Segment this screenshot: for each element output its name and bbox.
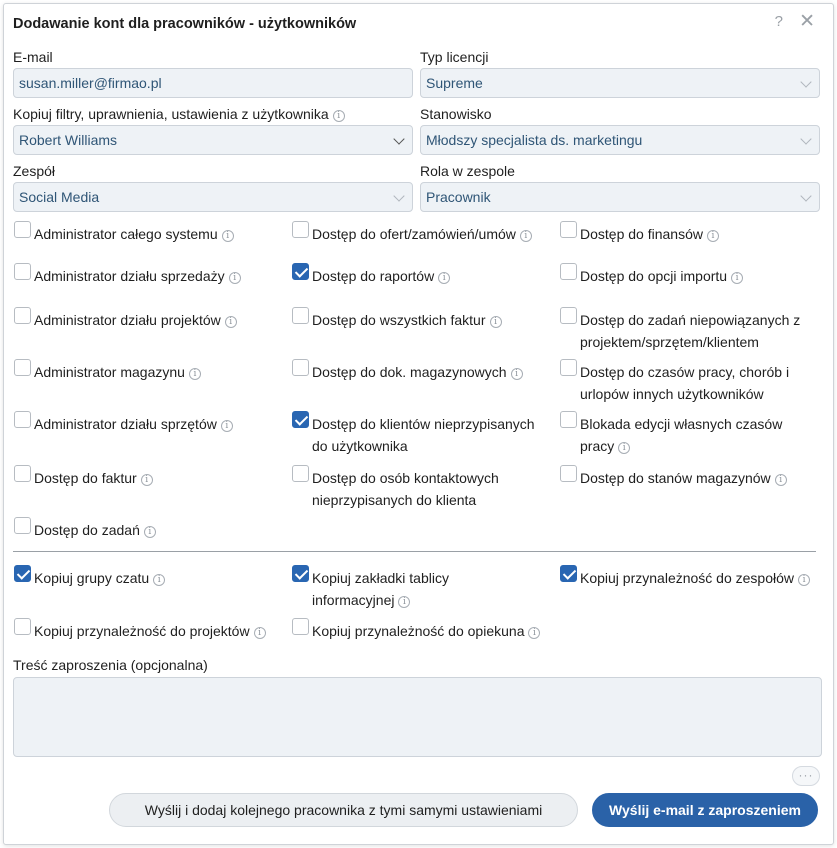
- chevron-down-icon: [800, 133, 811, 144]
- checkbox[interactable]: [14, 359, 31, 376]
- checkbox[interactable]: [560, 411, 577, 428]
- chevron-down-icon: [800, 190, 811, 201]
- permissions-label: Dostęp do osób kontaktowych nieprzypisanych do klienta: [312, 470, 499, 508]
- permissions-label: Administrator magazynu i: [14, 361, 201, 383]
- permissions-label: Dostęp do zadań niepowiązanych z projektem/sprzętem/klientem: [580, 312, 801, 350]
- checkbox-checked[interactable]: [292, 263, 309, 280]
- permissions-label: Administrator całego systemu i: [14, 223, 234, 245]
- copy_options-label: Kopiuj przynależność do opiekuna i: [292, 620, 540, 642]
- permissions-checkbox-row[interactable]: [560, 467, 787, 489]
- copy_options-checkbox-row[interactable]: [560, 567, 810, 589]
- chevron-down-icon: [393, 133, 404, 144]
- checkbox[interactable]: [14, 618, 31, 635]
- checkbox[interactable]: [14, 465, 31, 482]
- copy_options-checkbox-row[interactable]: [14, 567, 165, 589]
- position-select[interactable]: [420, 125, 820, 155]
- info-icon[interactable]: i: [618, 442, 630, 454]
- permissions-checkbox-row[interactable]: [292, 467, 499, 511]
- permissions-checkbox-row[interactable]: [560, 413, 782, 457]
- permissions-checkbox-row[interactable]: [14, 413, 233, 435]
- permissions-label: Dostęp do czasów pracy, chorób i urlopów innych użytkowników: [580, 364, 790, 402]
- send-invitation-button[interactable]: Wyślij e-mail z zaproszeniem: [592, 793, 818, 827]
- copy_options-label: Kopiuj zakładki tablicy informacyjnej i: [312, 570, 449, 608]
- checkbox[interactable]: [292, 221, 309, 238]
- permissions-checkbox-row[interactable]: [14, 361, 201, 383]
- email-value: susan.miller@firmao.pl: [19, 75, 162, 91]
- license-type-label: Typ licencji: [420, 49, 489, 65]
- close-icon[interactable]: ✕: [799, 11, 815, 32]
- team-role-select[interactable]: [420, 182, 820, 212]
- team-role-label: Rola w zespole: [420, 163, 515, 179]
- info-icon[interactable]: i: [144, 526, 156, 538]
- info-icon[interactable]: i: [153, 574, 165, 586]
- permissions-checkbox-row[interactable]: [560, 361, 789, 405]
- info-icon[interactable]: i: [798, 574, 810, 586]
- invitation-label: Treść zaproszenia (opcjonalna): [13, 657, 208, 673]
- copy_options-label: Kopiuj przynależność do zespołów i: [560, 567, 810, 589]
- info-icon[interactable]: i: [398, 596, 410, 608]
- email-field[interactable]: [13, 68, 413, 98]
- section-divider: [13, 551, 816, 552]
- info-icon[interactable]: i: [707, 230, 719, 242]
- checkbox[interactable]: [292, 307, 309, 324]
- permissions-checkbox-row[interactable]: [292, 309, 502, 331]
- info-icon[interactable]: i: [511, 368, 523, 380]
- permissions-checkbox-row[interactable]: [560, 223, 719, 245]
- checkbox[interactable]: [560, 221, 577, 238]
- copy_options-checkbox-row[interactable]: [292, 567, 449, 611]
- checkbox[interactable]: [292, 618, 309, 635]
- info-icon[interactable]: i: [438, 272, 450, 284]
- permissions-checkbox-row[interactable]: [14, 519, 156, 541]
- info-icon[interactable]: i: [731, 272, 743, 284]
- permissions-label: Dostęp do wszystkich faktur i: [292, 309, 502, 331]
- copy-from-user-label: Kopiuj filtry, uprawnienia, ustawienia z użytkownika i: [13, 106, 345, 122]
- permissions-label: Dostęp do opcji importu i: [560, 265, 743, 287]
- info-icon[interactable]: i: [221, 420, 233, 432]
- checkbox[interactable]: [14, 517, 31, 534]
- permissions-label: Dostęp do raportów i: [292, 265, 450, 287]
- info-icon[interactable]: i: [189, 368, 201, 380]
- position-label: Stanowisko: [420, 106, 492, 122]
- checkbox[interactable]: [292, 465, 309, 482]
- chevron-down-icon: [800, 76, 811, 87]
- send-and-add-next-button[interactable]: Wyślij i dodaj kolejnego pracownika z tymi samymi ustawieniami: [109, 793, 578, 827]
- info-icon[interactable]: i: [775, 474, 787, 486]
- copy_options-label: Kopiuj grupy czatu i: [14, 567, 165, 589]
- checkbox[interactable]: [14, 263, 31, 280]
- team-label: Zespół: [13, 163, 56, 179]
- help-icon[interactable]: ?: [774, 13, 783, 30]
- permissions-label: Administrator działu sprzętów i: [14, 413, 233, 435]
- team-role-value: Pracownik: [426, 189, 491, 205]
- info-icon[interactable]: i: [222, 230, 234, 242]
- checkbox[interactable]: [560, 307, 577, 324]
- dialog-title: Dodawanie kont dla pracowników - użytkowników: [13, 16, 357, 32]
- checkbox[interactable]: [14, 411, 31, 428]
- permissions-label: Administrator działu projektów i: [14, 309, 237, 331]
- team-value: Social Media: [19, 189, 100, 205]
- position-value: Młodszy specjalista ds. marketingu: [426, 132, 643, 148]
- permissions-label: Dostęp do ofert/zamówień/umów i: [292, 223, 532, 245]
- checkbox[interactable]: [14, 307, 31, 324]
- chevron-down-icon: [393, 190, 404, 201]
- add-employee-accounts-dialog: [3, 3, 834, 845]
- info-icon[interactable]: i: [520, 230, 532, 242]
- permissions-label: Dostęp do finansów i: [560, 223, 719, 245]
- permissions-checkbox-row[interactable]: [14, 223, 234, 245]
- permissions-checkbox-row[interactable]: [14, 467, 153, 489]
- permissions-checkbox-row[interactable]: [14, 265, 241, 287]
- checkbox[interactable]: [560, 359, 577, 376]
- copy_options-checkbox-row[interactable]: [292, 620, 540, 642]
- info-icon[interactable]: i: [528, 627, 540, 639]
- permissions-label: Administrator działu sprzedaży i: [14, 265, 241, 287]
- info-icon[interactable]: i: [254, 627, 266, 639]
- permissions-checkbox-row[interactable]: [14, 309, 237, 331]
- permissions-checkbox-row[interactable]: [560, 265, 743, 287]
- permissions-label: Dostęp do zadań i: [14, 519, 156, 541]
- checkbox-checked[interactable]: [14, 565, 31, 582]
- team-select[interactable]: [13, 182, 413, 212]
- license-type-value: Supreme: [426, 75, 483, 91]
- permissions-checkbox-row[interactable]: [292, 361, 523, 383]
- checkbox-checked[interactable]: [292, 565, 309, 582]
- checkbox-checked[interactable]: [292, 411, 309, 428]
- email-label: E-mail: [13, 49, 53, 65]
- checkbox[interactable]: [292, 359, 309, 376]
- permissions-checkbox-row[interactable]: [560, 309, 800, 353]
- copy-from-user-value: Robert Williams: [19, 132, 118, 148]
- checkbox[interactable]: [560, 263, 577, 280]
- info-icon[interactable]: i: [333, 110, 345, 122]
- permissions-label: Dostęp do dok. magazynowych i: [292, 361, 523, 383]
- invitation-textarea[interactable]: [13, 677, 822, 757]
- copy_options-label: Kopiuj przynależność do projektów i: [14, 620, 266, 642]
- info-icon[interactable]: i: [490, 316, 502, 328]
- info-icon[interactable]: i: [141, 474, 153, 486]
- checkbox-checked[interactable]: [560, 565, 577, 582]
- permissions-label: Blokada edycji własnych czasów pracy i: [580, 416, 783, 454]
- copy-from-user-select[interactable]: [13, 125, 413, 155]
- permissions-label: Dostęp do klientów nieprzypisanych do użytkownika: [312, 416, 535, 454]
- info-icon[interactable]: i: [229, 272, 241, 284]
- info-icon[interactable]: i: [225, 316, 237, 328]
- checkbox[interactable]: [560, 465, 577, 482]
- permissions-checkbox-row[interactable]: [292, 223, 532, 245]
- permissions-label: Dostęp do stanów magazynów i: [560, 467, 787, 489]
- permissions-checkbox-row[interactable]: [292, 413, 535, 457]
- more-options-icon[interactable]: ···: [792, 766, 820, 786]
- license-type-select[interactable]: [420, 68, 820, 98]
- permissions-checkbox-row[interactable]: [292, 265, 450, 287]
- checkbox[interactable]: [14, 221, 31, 238]
- copy_options-checkbox-row[interactable]: [14, 620, 266, 642]
- permissions-label: Dostęp do faktur i: [14, 467, 153, 489]
